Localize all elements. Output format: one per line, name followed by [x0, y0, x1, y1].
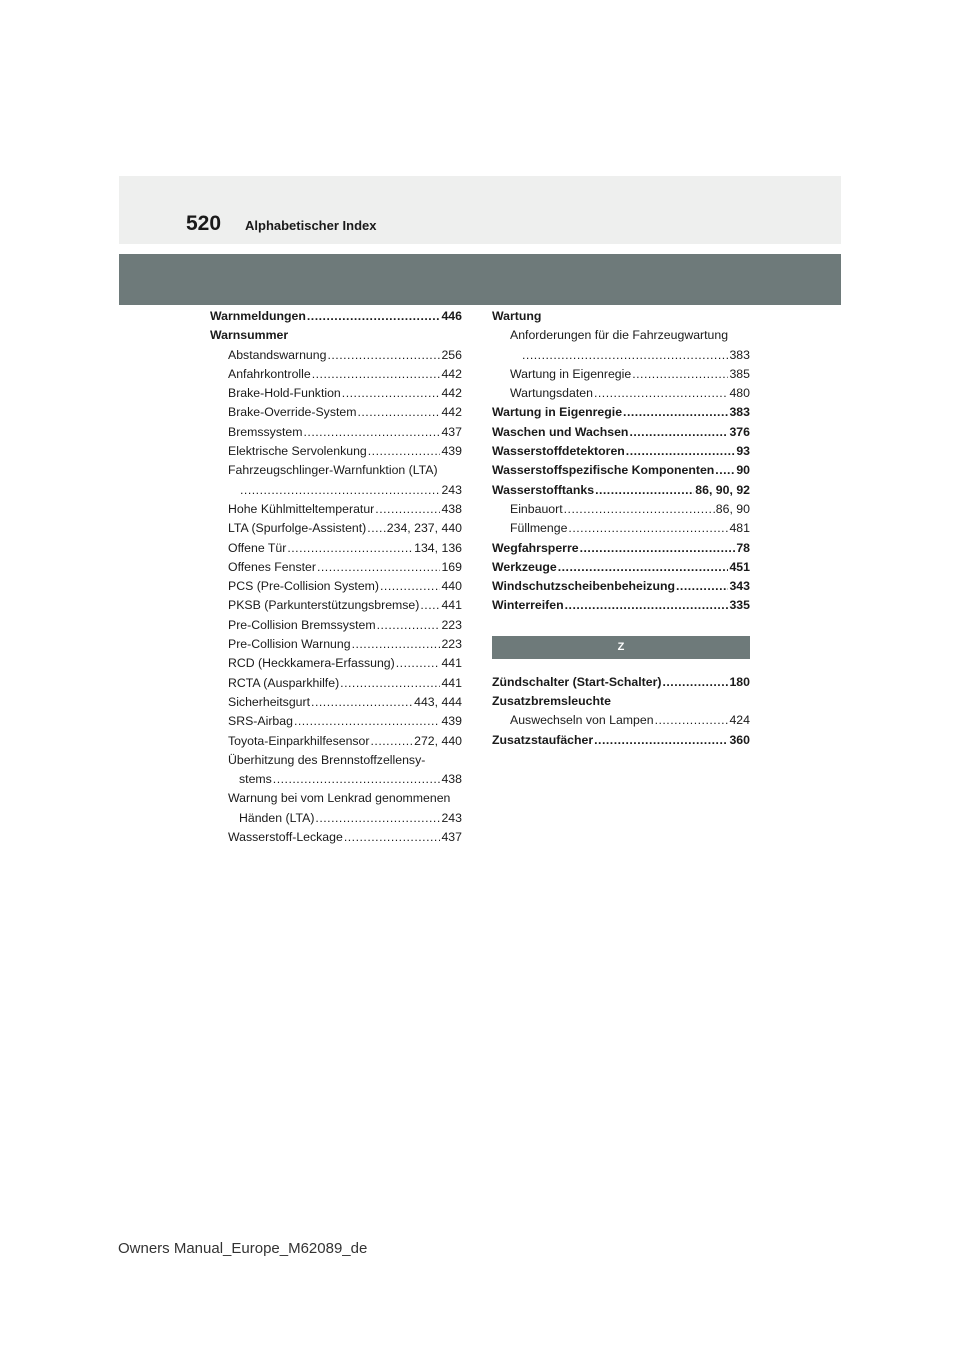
index-entry-term: Zündschalter (Start-Schalter) [492, 674, 662, 689]
index-entry [210, 770, 462, 789]
index-entry-term: Pre-Collision Bremssystem [228, 617, 376, 632]
dot-leader [315, 809, 440, 828]
index-entry-term: Wartung [492, 309, 542, 323]
dot-leader [375, 500, 440, 519]
index-entry-term: Wasserstofftanks [492, 482, 595, 497]
index-entry-pages: 169 [441, 559, 462, 574]
index-entry-pages: 360 [729, 732, 750, 747]
index-entry-pages: 134, 136 [414, 540, 462, 555]
index-entry-term: RCTA (Ausparkhilfe) [228, 675, 340, 690]
index-entry [210, 326, 462, 345]
index-entry-term: Offenes Fenster [228, 559, 316, 574]
index-entry-term: Wasserstoff-Leckage [228, 830, 343, 845]
dot-leader [240, 481, 440, 500]
index-entry-term: Anforderungen für die Fahrzeugwartung [510, 328, 729, 343]
index-entry-pages: 335 [729, 598, 750, 613]
dot-leader [564, 500, 715, 519]
index-entry-pages: 86, 90 [715, 501, 750, 516]
index-entry [492, 596, 750, 615]
dot-leader [344, 828, 441, 847]
section-title: Alphabetischer Index [245, 218, 377, 233]
dot-leader [287, 539, 413, 558]
dot-leader [303, 423, 440, 442]
index-column-right [492, 307, 750, 750]
index-entry-pages: 451 [729, 559, 750, 574]
dot-leader [396, 654, 441, 673]
index-entry-pages: 438 [441, 501, 462, 516]
dot-leader [420, 596, 440, 615]
index-entry [210, 789, 462, 808]
index-entry-term: Werkzeuge [492, 559, 557, 574]
dot-leader [629, 423, 728, 442]
dot-leader [626, 442, 736, 461]
index-entry-term: Wartung in Eigenregie [492, 405, 623, 420]
index-entry-term: Brake-Hold-Funktion [228, 386, 341, 401]
index-entry [210, 674, 462, 693]
index-entry-pages: 256 [441, 347, 462, 362]
index-entry-pages: 439 [441, 444, 462, 459]
index-entry-term: Warnung bei vom Lenkrad genommenen [228, 791, 451, 806]
index-entry-pages: 442 [441, 405, 462, 420]
index-entry-term: PCS (Pre-Collision System) [228, 579, 380, 594]
dot-leader [580, 539, 736, 558]
index-entry [210, 558, 462, 577]
index-entry [492, 500, 750, 519]
index-entry-term: Abstandswarnung [228, 347, 327, 362]
index-entry [492, 307, 750, 326]
index-entry [210, 500, 462, 519]
index-entry-term: Händen (LTA) [239, 810, 315, 825]
index-entry-term: Überhitzung des Brennstoffzellensy- [228, 752, 426, 767]
index-entry-pages: 441 [441, 598, 462, 613]
index-entry-term: Anfahrkontrolle [228, 366, 311, 381]
index-entry-pages: 243 [441, 482, 462, 497]
index-entry-term: LTA (Spurfolge-Assistent) [228, 521, 367, 536]
index-entry-pages: 441 [441, 675, 462, 690]
dot-leader [655, 711, 729, 730]
dot-leader [522, 346, 728, 365]
index-entry-term: Winterreifen [492, 598, 564, 613]
dot-leader [568, 519, 728, 538]
index-entry-term: Auswechseln von Lampen [510, 713, 654, 728]
dot-leader [294, 712, 441, 731]
index-entry-pages: 93 [736, 444, 750, 459]
dot-leader [317, 558, 441, 577]
index-entry-pages: 243 [441, 810, 462, 825]
index-entry-term: stems [239, 772, 272, 787]
index-entry-term: Pre-Collision Warnung [228, 637, 351, 652]
index-entry [492, 365, 750, 384]
index-entry-term: Offene Tür [228, 540, 287, 555]
index-entry [492, 403, 750, 422]
index-entry-pages: 440 [441, 579, 462, 594]
index-entry-pages: 439 [441, 714, 462, 729]
index-entry [492, 326, 750, 345]
index-entry [492, 384, 750, 403]
index-entry [492, 711, 750, 730]
dot-leader [380, 577, 440, 596]
index-entry-pages: 442 [441, 366, 462, 381]
index-entry [210, 596, 462, 615]
index-entry-term: Zusatzstaufächer [492, 732, 594, 747]
index-entry-term: Warnsummer [210, 328, 289, 343]
dot-leader [367, 519, 386, 538]
dot-leader [352, 635, 441, 654]
index-entry [210, 751, 462, 770]
index-z-entries [492, 673, 750, 750]
dot-leader [312, 365, 441, 384]
index-entry-pages: 90 [736, 463, 750, 478]
index-entry-term: Waschen und Wachsen [492, 424, 629, 439]
index-entry-pages: 437 [441, 424, 462, 439]
dot-leader [342, 384, 441, 403]
index-entry-pages: 223 [441, 637, 462, 652]
index-entry-term: Brake-Override-System [228, 405, 357, 420]
header-divider-bar [119, 254, 841, 305]
index-entry [210, 423, 462, 442]
dot-leader [377, 616, 441, 635]
index-entry-pages: 443, 444 [414, 694, 462, 709]
index-entry [210, 654, 462, 673]
index-entry-term: Zusatzbremsleuchte [492, 694, 611, 709]
index-entry-term: Toyota-Einparkhilfesensor [228, 733, 370, 748]
letter-heading-z: Z [492, 636, 750, 659]
index-entry-term: Hohe Kühlmitteltemperatur [228, 501, 375, 516]
index-entry-term: SRS-Airbag [228, 714, 293, 729]
index-entry [210, 519, 462, 538]
index-entry [210, 481, 462, 500]
index-entry-pages: 424 [729, 713, 750, 728]
dot-leader [371, 732, 414, 751]
index-entry-term: Wartungsdaten [510, 386, 593, 401]
dot-leader [595, 481, 694, 500]
index-entry [210, 365, 462, 384]
index-entry [210, 539, 462, 558]
index-entry [492, 423, 750, 442]
index-entry [492, 731, 750, 750]
dot-leader [368, 442, 441, 461]
index-entry-pages: 441 [441, 656, 462, 671]
dot-leader [632, 365, 728, 384]
index-entry-pages: 383 [729, 405, 750, 420]
index-entry-term: Elektrische Servolenkung [228, 444, 367, 459]
index-entry-term: Windschutzscheibenbeheizung [492, 579, 675, 594]
index-column-left [210, 307, 462, 847]
index-entry-term: RCD (Heckkamera-Erfassung) [228, 656, 395, 671]
index-entry-pages: 376 [729, 424, 750, 439]
index-entry [210, 403, 462, 422]
index-entry-term: Warnmeldungen [210, 309, 306, 323]
dot-leader [715, 461, 735, 480]
header-band [119, 176, 841, 244]
dot-leader [594, 384, 729, 403]
index-entry [210, 307, 462, 326]
index-entry-term: Fahrzeugschlinger-Warnfunktion (LTA) [228, 463, 438, 478]
index-entry-pages: 383 [729, 347, 750, 362]
index-entry-pages: 480 [729, 386, 750, 401]
index-entry-term: Wegfahrsperre [492, 540, 579, 555]
index-entry [210, 577, 462, 596]
footer-manual-id: Owners Manual_Europe_M62089_de [118, 1240, 368, 1257]
index-entry-pages: 343 [729, 579, 750, 594]
index-entry-pages: 481 [729, 521, 750, 536]
index-entry [492, 577, 750, 596]
dot-leader [594, 731, 728, 750]
index-entry-pages: 438 [441, 772, 462, 787]
index-entry [492, 481, 750, 500]
index-entry-pages: 234, 237, 440 [386, 521, 462, 536]
dot-leader [357, 403, 440, 422]
index-entry-term: Wasserstoffdetektoren [492, 444, 625, 459]
index-entry [492, 692, 750, 711]
index-entry [492, 539, 750, 558]
index-entry-term: Wasserstoffspezifische Komponenten [492, 463, 715, 478]
index-entry [210, 461, 462, 480]
index-entry [492, 673, 750, 692]
dot-leader [558, 558, 729, 577]
index-entry [210, 809, 462, 828]
index-entry-term: Einbauort [510, 501, 563, 516]
index-entry-term: Bremssystem [228, 424, 303, 439]
dot-leader [307, 307, 441, 326]
index-entry [492, 442, 750, 461]
index-entry [210, 828, 462, 847]
index-entry [210, 693, 462, 712]
index-entry-pages: 223 [441, 617, 462, 632]
dot-leader [676, 577, 728, 596]
index-entry-pages: 385 [729, 366, 750, 381]
index-entry [492, 519, 750, 538]
index-entry [492, 346, 750, 365]
index-entry [492, 558, 750, 577]
index-w-entries [492, 307, 750, 616]
dot-leader [340, 674, 440, 693]
index-entry-pages: 180 [729, 674, 750, 689]
index-entry [210, 616, 462, 635]
index-entry-term: Füllmenge [510, 521, 568, 536]
index-entry-term: Wartung in Eigenregie [510, 366, 632, 381]
index-entry [210, 635, 462, 654]
dot-leader [273, 770, 441, 789]
index-entry [210, 712, 462, 731]
index-entry-pages: 446 [441, 309, 462, 323]
index-entry [210, 732, 462, 751]
index-entry-pages: 272, 440 [414, 733, 462, 748]
dot-leader [662, 673, 728, 692]
page-number: 520 [186, 212, 222, 235]
index-entry-term: Sicherheitsgurt [228, 694, 311, 709]
dot-leader [565, 596, 729, 615]
index-entry [210, 442, 462, 461]
index-entry-term: PKSB (Parkunterstützungsbremse) [228, 598, 420, 613]
index-entry-pages: 437 [441, 830, 462, 845]
index-entry-pages: 442 [441, 386, 462, 401]
index-entry [210, 346, 462, 365]
index-entry-pages: 78 [736, 540, 750, 555]
index-entry [210, 384, 462, 403]
dot-leader [311, 693, 413, 712]
index-entry-pages: 86, 90, 92 [695, 482, 750, 497]
dot-leader [623, 403, 728, 422]
dot-leader [327, 346, 440, 365]
index-entry [492, 461, 750, 480]
